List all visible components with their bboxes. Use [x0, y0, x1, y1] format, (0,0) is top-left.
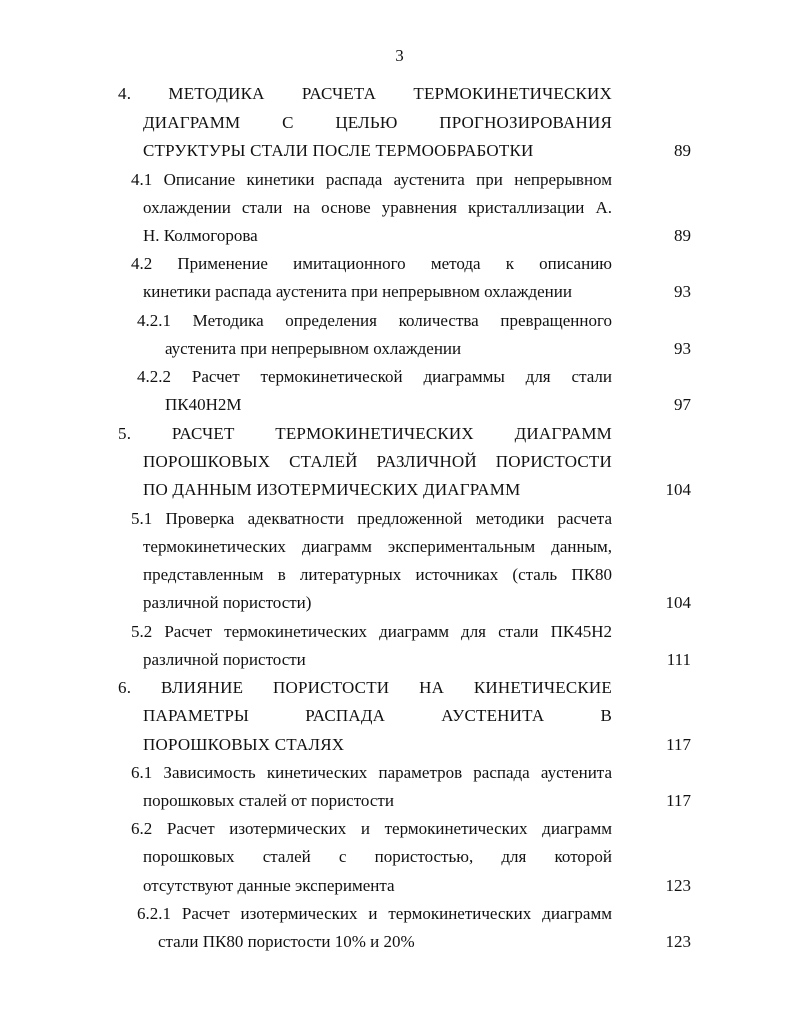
toc-line: 6.2.1 Расчет изотермических и термокинетических диаграмм: [137, 904, 612, 923]
toc-line: 4.2 Применение имитационного метода к описанию: [131, 254, 612, 273]
toc-line: 6.2 Расчет изотермических и термокинетических диаграмм: [131, 819, 612, 838]
toc-line: 4.1 Описание кинетики распада аустенита при непрерывном: [131, 170, 612, 189]
toc-line: Н. Колмогорова: [143, 226, 258, 245]
toc-line: 6. ВЛИЯНИЕ ПОРИСТОСТИ НА КИНЕТИЧЕСКИЕ: [118, 678, 612, 697]
toc-line: 5.1 Проверка адекватности предложенной методики расчета: [131, 509, 612, 528]
toc-line: представленным в литературных источниках (сталь ПК80: [143, 565, 612, 584]
toc-page-number: 89: [674, 141, 691, 160]
toc-line: 4.2.1 Методика определения количества превращенного: [137, 311, 612, 330]
toc-page-number: 89: [674, 226, 691, 245]
toc-page-number: 111: [666, 650, 691, 669]
toc-line: порошковых сталей с пористостью, для которой: [143, 847, 612, 866]
page-number: 3: [395, 46, 404, 65]
toc-line: стали ПК80 пористости 10% и 20%: [158, 932, 415, 951]
toc-page-number: 97: [674, 395, 691, 414]
toc-line: 4. МЕТОДИКА РАСЧЕТА ТЕРМОКИНЕТИЧЕСКИХ: [118, 84, 612, 103]
toc-line: 5.2 Расчет термокинетических диаграмм для стали ПК45Н2: [131, 622, 612, 641]
toc-page-number: 93: [674, 282, 691, 301]
toc-line: отсутствуют данные эксперимента: [143, 876, 395, 895]
toc-line: аустенита при непрерывном охлаждении: [165, 339, 462, 358]
toc-page-number: 93: [674, 339, 691, 358]
toc-line: ПОРОШКОВЫХ СТАЛЯХ: [143, 735, 345, 754]
toc-page-number: 104: [665, 480, 691, 499]
toc-line: охлаждении стали на основе уравнения кристаллизации А.: [143, 198, 612, 217]
toc-page-number: 117: [666, 791, 691, 810]
toc-line: порошковых сталей от пористости: [143, 791, 394, 810]
toc-line: 4.2.2 Расчет термокинетической диаграммы для стали: [137, 367, 612, 386]
toc-line: различной пористости): [143, 593, 312, 612]
toc-line: термокинетических диаграмм экспериментальным данным,: [143, 537, 612, 556]
toc-line: ДИАГРАММ С ЦЕЛЬЮ ПРОГНОЗИРОВАНИЯ: [143, 113, 612, 132]
toc-line: ПОРОШКОВЫХ СТАЛЕЙ РАЗЛИЧНОЙ ПОРИСТОСТИ: [143, 452, 612, 471]
toc-line: кинетики распада аустенита при непрерывном охлаждении: [143, 282, 572, 301]
toc-line: различной пористости: [143, 650, 306, 669]
toc-page-number: 117: [666, 735, 691, 754]
toc-page-number: 104: [665, 593, 691, 612]
toc-line: ПАРАМЕТРЫ РАСПАДА АУСТЕНИТА В: [143, 706, 612, 725]
toc-line: СТРУКТУРЫ СТАЛИ ПОСЛЕ ТЕРМООБРАБОТКИ: [143, 141, 534, 160]
toc-line: 6.1 Зависимость кинетических параметров распада аустенита: [131, 763, 612, 782]
toc-page-number: 123: [665, 932, 691, 951]
toc-page-number: 123: [665, 876, 691, 895]
toc-line: 5. РАСЧЕТ ТЕРМОКИНЕТИЧЕСКИХ ДИАГРАММ: [118, 424, 612, 443]
toc-line: ПК40Н2М: [165, 395, 242, 414]
toc-line: ПО ДАННЫМ ИЗОТЕРМИЧЕСКИХ ДИАГРАММ: [143, 480, 521, 499]
